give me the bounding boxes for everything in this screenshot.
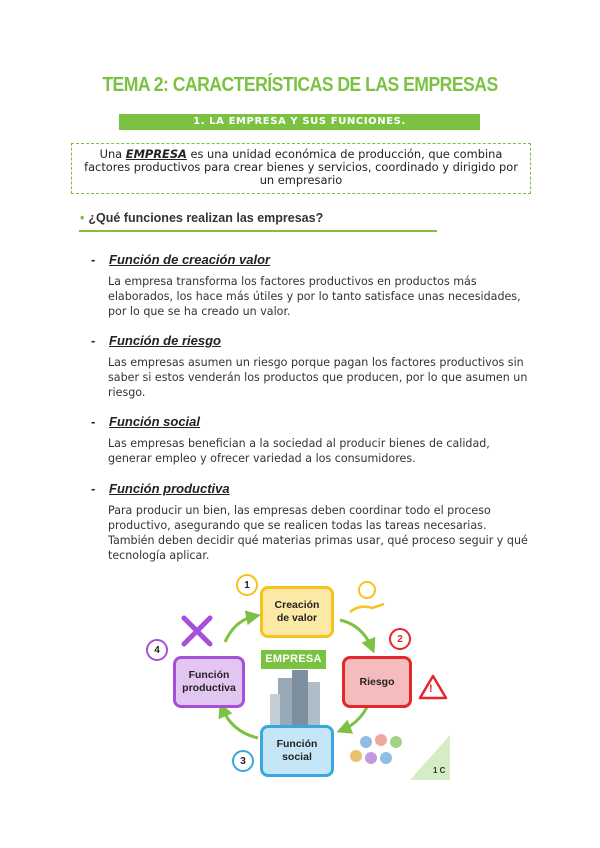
warning-icon: [420, 676, 446, 698]
function-body-creacion: La empresa transforma los factores productivos en productos más elaborados, los hace más útiles y por lo tanto satisface unas necesidades, por lo que se ha creado un valor.: [108, 275, 521, 318]
function-heading-creacion: [91, 252, 270, 267]
box-label: Riesgo: [359, 675, 395, 688]
empresa-label: EMPRESA: [261, 650, 326, 669]
question-heading: [80, 211, 323, 225]
box-label: de valor: [276, 612, 318, 624]
box-label: productiva: [182, 682, 236, 694]
dash: -: [91, 252, 96, 267]
functions-diagram: [140, 570, 450, 780]
dash: -: [91, 481, 96, 496]
definition-text: es una unidad económica de producción, que combina factores productivos para crear bienes y servicios, coordinado y dirigido por un empresario: [84, 147, 518, 187]
bullet-icon: •: [80, 211, 85, 225]
number-4-badge: 4: [146, 639, 168, 661]
number-1-badge: 1: [236, 574, 258, 596]
function-heading-text: Función de riesgo: [109, 333, 221, 348]
building-icon: [270, 670, 320, 726]
dash: -: [91, 333, 96, 348]
box-social: [260, 725, 334, 777]
definition-box: [71, 143, 531, 194]
number-2-badge: 2: [389, 628, 411, 650]
box-productiva: [173, 656, 245, 708]
box-label: Función: [188, 669, 230, 681]
box-creacion-valor: [260, 586, 334, 638]
section-heading: 1. LA EMPRESA Y SUS FUNCIONES.: [119, 114, 480, 130]
function-heading-social: [91, 414, 200, 429]
money-hand-icon: [350, 582, 384, 612]
arrow-4-to-1: [225, 616, 255, 642]
question-text: ¿Qué funciones realizan las empresas?: [88, 211, 324, 225]
definition-term: EMPRESA: [125, 147, 187, 161]
people-icon: [350, 734, 402, 764]
box-label: Función: [276, 738, 318, 750]
function-body-social: Las empresas benefician a la sociedad al producir bienes de calidad, generar empleo y ofrecer variedad a los consumidores.: [108, 437, 490, 465]
function-heading-riesgo: [91, 333, 221, 348]
box-label: social: [282, 751, 312, 763]
arrow-1-to-2: [340, 620, 372, 648]
warning-mark: !: [429, 683, 433, 695]
function-heading-productiva: [91, 481, 230, 496]
page-title: TEMA 2: CARACTERÍSTICAS DE LAS EMPRESAS: [102, 74, 498, 96]
function-heading-text: Función de creación valor: [109, 252, 271, 267]
arrow-3-to-4: [222, 708, 258, 738]
tools-icon: [184, 618, 210, 644]
box-riesgo: [342, 656, 412, 708]
function-body-productiva: Para producir un bien, las empresas deben coordinar todo el proceso productivo, asegurando que se realicen todas las tareas necesarias. También deben decidir qué materias primas usar, qué proceso seguir y qué tecnología aplicar.: [108, 504, 528, 562]
function-heading-text: Función social: [109, 414, 201, 429]
box-label: Creación: [274, 599, 320, 611]
function-heading-text: Función productiva: [109, 481, 230, 496]
definition-pre: Una: [99, 147, 126, 161]
number-3-badge: 3: [232, 750, 254, 772]
function-body-riesgo: Las empresas asumen un riesgo porque pagan los factores productivos sin saber si estos venderán los productos que producen, por lo que asumen un riesgo.: [108, 356, 528, 399]
page-number: 1 C: [433, 766, 446, 775]
dash: -: [91, 414, 96, 429]
question-underline: [79, 230, 437, 232]
